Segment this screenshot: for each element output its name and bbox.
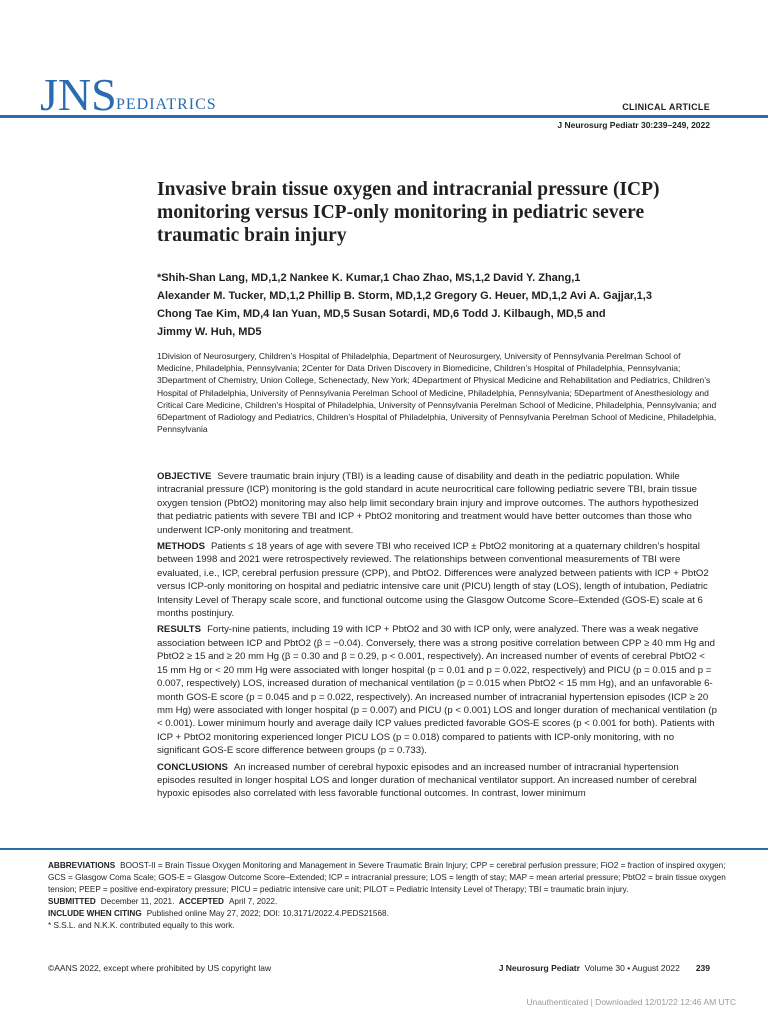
results-text: Forty-nine patients, including 19 with ICP + PbtO2 and 30 with ICP only, were analyzed. There was a weak negative association between ICP and PbtO2 (β = −0.04). Conversely, there was a strong positive correlation between CPP ≥ 40 mm Hg and PbtO2 ≥ 15 and ≥ 20 mm Hg (β = 0.30 and β = 0.29, p < 0.001, respectively). An increased number of events of cerebral PbtO2 < 15 mm Hg or < 20 mm Hg were associated with longer hospital (p = 0.01 and p = 0.022, respectively) and PICU (p = 0.015 and p = 0.007, respectively) LOS, increased duration of mechanical ventilation (p = 0.015 when PbtO2 < 15 mm Hg), and an unfavorable 6-month GOS-E score (p = 0.045 and p = 0.022, respectively). An increased number of intracranial hypertension episodes (ICP ≥ 20 mm Hg) were associated with longer hospital (p = 0.007) and PICU (p < 0.001) LOS and longer duration of mechanical ventilation (p < 0.001). Lower minimum hourly and average daily ICP values predicted favorable GOS-E scores (p < 0.001 for both). Patients with ICP + PbtO2 monitoring experienced longer PICU LOS (p = 0.018) compared to patients with ICP-only monitoring, with no significant GOS-E score difference between groups (p = 0.733). [157, 624, 717, 757]
include-text: Published online May 27, 2022; DOI: 10.3171/2022.4.PEDS21568. [146, 909, 389, 918]
abstract-results [157, 623, 717, 757]
abstract [157, 470, 717, 804]
submitted-label: SUBMITTED [48, 897, 96, 906]
page-number: 239 [695, 963, 710, 973]
equal-contribution-note: * S.S.L. and N.K.K. contributed equally to this work. [48, 921, 235, 930]
abbreviations-note [48, 860, 728, 896]
accepted-date: April 7, 2022. [228, 897, 278, 906]
author-line: Chong Tae Kim, MD,4 Ian Yuan, MD,5 Susan Sotardi, MD,6 Todd J. Kilbaugh, MD,5 and [157, 308, 606, 320]
submitted-date: December 11, 2021. [100, 897, 175, 906]
author-line: Jimmy W. Huh, MD5 [157, 326, 262, 338]
article-title: Invasive brain tissue oxygen and intracranial pressure (ICP) monitoring versus ICP-only monitoring in pediatric severe traumatic brain injury [157, 179, 660, 246]
results-label: RESULTS [157, 624, 202, 636]
submitted-note [48, 896, 728, 908]
conclusions-text: An increased number of cerebral hypoxic episodes and an increased number of intracranial hypertension episodes resulted in longer hospital LOS and longer duration of mechanical ventilator support. An increased number of cerebral hypoxic episodes also correlated with less favorable functional outcomes. In contrast, lower minimum [157, 761, 697, 800]
author-line: Alexander M. Tucker, MD,1,2 Phillip B. Storm, MD,1,2 Gregory G. Heuer, MD,1,2 Avi A. Gajjar,1,3 [157, 290, 652, 302]
footer-volume: Volume 30 • August 2022 [584, 963, 680, 973]
abbreviations-text: BOOST-II = Brain Tissue Oxygen Monitoring and Management in Severe Traumatic Brain Injury; CPP = cerebral perfusion pressure; FiO2 = fraction of inspired oxygen; GCS = Glasgow Coma Scale; GOS-E = Glasgow Outcome Score–Extended; ICP = intracranial pressure; LOS = length of stay; MAP = mean arterial pressure; PbtO2 = brain tissue oxygen tension; PEEP = positive end-expiratory pressure; PICU = pediatric intensive care unit; PILOT = Pediatric Intensity Level of Therapy; TBI = traumatic brain injury. [48, 861, 726, 894]
journal-citation: J Neurosurg Pediatr 30:239–249, 2022 [557, 120, 710, 130]
affiliations: 1Division of Neurosurgery, Children’s Hospital of Philadelphia, Department of Neurosurgery, University of Pennsylvania Perelman School of Medicine, Philadelphia, Pennsylvania; 2Center for Data Driven Discovery in Biomedicine, Children’s Hospital of Philadelphia, Pennsylvania; 3Department of Chemistry, Union College, Schenectady, New York; 4Department of Physical Medicine and Rehabilitation and Pediatrics, Children’s Hospital of Philadelphia, University of Pennsylvania Perelman School of Medicine, Philadelphia, Pennsylvania; 5Department of Anesthesiology and Critical Care Medicine, Children’s Hospital of Philadelphia, University of Pennsylvania Perelman School of Medicine, Philadelphia, Pennsylvania; and 6Department of Radiology and Pediatrics, Children’s Hospital of Philadelphia, University of Pennsylvania Perelman School of Medicine, Philadelphia, Pennsylvania [157, 351, 717, 435]
copyright: ©AANS 2022, except where prohibited by US copyright law [48, 963, 272, 973]
methods-label: METHODS [157, 541, 205, 553]
journal-logo-subtitle: PEDIATRICS [116, 96, 217, 113]
objective-text: Severe traumatic brain injury (TBI) is a leading cause of disability and death in the pediatric population. While intracranial pressure (ICP) monitoring is the gold standard in acute neurocritical care following pediatric severe TBI, brain tissue oxygen tension (PbtO2) monitoring may also help limit secondary brain injury and improve outcomes. The authors hypothesized that pediatric patients with severe TBI and ICP + PbtO2 monitoring and treatment would have better outcomes than those who underwent ICP-only monitoring and treatment. [157, 471, 699, 536]
abstract-conclusions [157, 761, 717, 801]
author-line: *Shih-Shan Lang, MD,1,2 Nankee K. Kumar,1 Chao Zhao, MS,1,2 David Y. Zhang,1 [157, 272, 581, 284]
author-list [157, 269, 717, 341]
include-label: INCLUDE WHEN CITING [48, 909, 142, 918]
methods-text: Patients ≤ 18 years of age with severe TBI who received ICP ± PbtO2 monitoring at a quaternary children’s hospital between 1998 and 2021 were retrospectively reviewed. The relationships between conventional measurements of TBI were evaluated, i.e., ICP, cerebral perfusion pressure (CPP), and PbtO2. Differences were analyzed between patients with ICP + PbtO2 versus ICP-only monitoring on hospital and pediatric intensive care unit (PICU) length of stay (LOS), length of intubation, Pediatric Intensity Level of Therapy scale score, and functional outcome using the Glasgow Outcome Score–Extended (GOS-E) scale at 6 months postinjury. [157, 541, 709, 620]
abstract-methods [157, 540, 717, 620]
citation-note [48, 908, 728, 920]
objective-label: OBJECTIVE [157, 471, 212, 482]
notes-rule [0, 848, 768, 850]
footer-journal: J Neurosurg Pediatr [498, 963, 580, 973]
journal-logo: JNS [40, 69, 117, 120]
accepted-label: ACCEPTED [178, 897, 224, 906]
conclusions-label: CONCLUSIONS [157, 761, 228, 773]
abstract-objective [157, 470, 717, 537]
download-watermark: Unauthenticated | Downloaded 12/01/22 12:46 AM UTC [526, 997, 736, 1007]
article-category: CLINICAL ARTICLE [622, 102, 710, 112]
footnotes [48, 860, 728, 932]
page-footer [499, 963, 710, 973]
abbreviations-label: ABBREVIATIONS [48, 861, 116, 870]
